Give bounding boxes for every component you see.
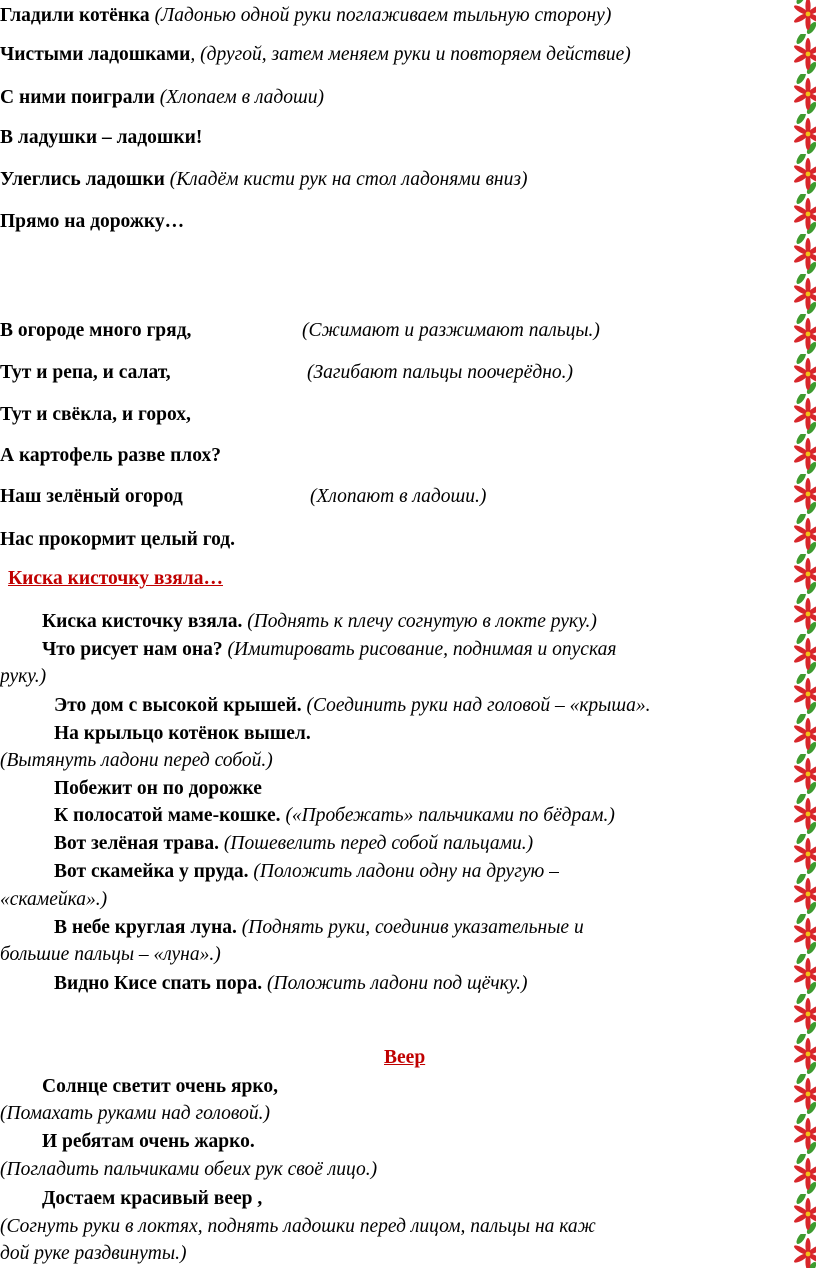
- verse-line: [54, 722, 311, 746]
- poem1-line: [0, 86, 324, 110]
- bold-text: Видно Кисе спать пора.: [54, 973, 263, 994]
- italic-text: дой руке раздвинуты.): [0, 1243, 187, 1264]
- poinsettia-flower-icon: [794, 434, 816, 474]
- italic-text: (Ладонью одной руки поглаживаем тыльную сторону): [149, 5, 612, 26]
- poinsettia-flower-icon: [794, 114, 816, 154]
- poem2-line: [0, 403, 191, 427]
- italic-text: («Пробежать» пальчиками по бёдрам.): [280, 805, 615, 826]
- poem2-line: [0, 485, 183, 509]
- verse-line: [54, 777, 262, 801]
- bold-text: На крыльцо котёнок вышел.: [54, 723, 311, 744]
- poinsettia-flower-icon: [794, 34, 816, 74]
- verse-line: [54, 694, 651, 718]
- poem1-line: [0, 210, 184, 234]
- poem1-line: [0, 126, 202, 150]
- poinsettia-flower-icon: [794, 154, 816, 194]
- italic-text: (Помахать руками над головой.): [0, 1103, 270, 1124]
- poinsettia-flower-icon: [794, 354, 816, 394]
- bold-text: Солнце светит очень ярко,: [42, 1076, 278, 1097]
- bold-text: В огороде много гряд,: [0, 320, 192, 341]
- italic-text: (Положить ладони под щёчку.): [262, 973, 528, 994]
- bold-text: Киска кисточку взяла.: [42, 611, 243, 632]
- poinsettia-flower-icon: [794, 794, 816, 834]
- section-title: Киска кисточку взяла…: [8, 568, 223, 589]
- verse-line: [42, 1187, 262, 1211]
- italic-text: (Хлопаем в ладоши): [154, 87, 325, 108]
- bold-text: К полосатой маме-кошке.: [54, 805, 281, 826]
- poem1-line: [0, 168, 527, 192]
- bold-text: С ними поиграли: [0, 87, 155, 108]
- bold-text: И ребятам очень жарко.: [42, 1131, 255, 1152]
- italic-text: большие пальцы – «луна».): [0, 944, 221, 965]
- poem2-line: [0, 361, 171, 385]
- italic-text: (Поднять руки, соединив указательные и: [236, 917, 584, 938]
- bold-text: Наш зелёный огород: [0, 486, 183, 507]
- verse-line: [0, 943, 221, 967]
- bold-text: В ладушки – ладошки!: [0, 127, 203, 148]
- poem2-line: [0, 444, 221, 468]
- poinsettia-flower-icon: [794, 74, 816, 114]
- poinsettia-flower-icon: [794, 194, 816, 234]
- poinsettia-flower-icon: [794, 274, 816, 314]
- poinsettia-flower-icon: [794, 1154, 816, 1194]
- poem2-line: [0, 319, 191, 343]
- poinsettia-flower-icon: [794, 0, 816, 34]
- verse-line: [0, 1158, 377, 1182]
- poinsettia-flower-icon: [794, 554, 816, 594]
- italic-text: «скамейка».): [0, 889, 108, 910]
- poem2-remark: [302, 319, 600, 343]
- poinsettia-flower-icon: [794, 754, 816, 794]
- poem1-line: [0, 4, 611, 28]
- poinsettia-flower-icon: [794, 514, 816, 554]
- poinsettia-flower-icon: [794, 394, 816, 434]
- poinsettia-flower-icon: [794, 1034, 816, 1074]
- bold-text: Тут и свёкла, и горох,: [0, 404, 191, 425]
- verse-line: [0, 1102, 270, 1126]
- verse-line: [54, 972, 528, 996]
- verse-line: [42, 638, 616, 662]
- bold-text: Это дом с высокой крышей.: [54, 695, 302, 716]
- verse-line: [42, 610, 597, 634]
- verse-line: [42, 1075, 278, 1099]
- bold-text: Вот скамейка у пруда.: [54, 861, 249, 882]
- bold-text: Достаем красивый веер ,: [42, 1188, 263, 1209]
- verse-line: [54, 916, 584, 940]
- poinsettia-flower-icon: [794, 474, 816, 514]
- bold-text: В небе круглая луна.: [54, 917, 237, 938]
- verse-line: [42, 1130, 255, 1154]
- poem2-remark: [307, 361, 573, 385]
- poinsettia-flower-icon: [794, 1074, 816, 1114]
- italic-text: (Кладём кисти рук на стол ладонями вниз): [164, 169, 528, 190]
- bold-text: Чистыми ладошками: [0, 44, 191, 65]
- bold-text: Прямо на дорожку…: [0, 211, 185, 232]
- italic-text: (Вытянуть ладони перед собой.): [0, 750, 273, 771]
- italic-text: (Хлопают в ладоши.): [310, 486, 487, 507]
- poinsettia-flower-icon: [794, 834, 816, 874]
- italic-text: (Пошевелить перед собой пальцами.): [219, 833, 534, 854]
- italic-text: , (другой, затем меняем руки и повторяем действие): [190, 44, 631, 65]
- bold-text: Побежит он по дорожке: [54, 778, 262, 799]
- verse-line: [54, 860, 559, 884]
- verse-line: [0, 888, 107, 912]
- italic-text: (Поднять к плечу согнутую в локте руку.): [242, 611, 597, 632]
- verse-line: [0, 1215, 596, 1239]
- italic-text: руку.): [0, 666, 47, 687]
- verse-line: [0, 665, 46, 689]
- italic-text: (Погладить пальчиками обеих рук своё лицо.): [0, 1159, 378, 1180]
- bold-text: Нас прокормит целый год.: [0, 529, 235, 550]
- poem2-line: [0, 528, 235, 552]
- bold-text: Вот зелёная трава.: [54, 833, 220, 854]
- section-title: Веер: [384, 1047, 426, 1068]
- verse-line: [54, 832, 533, 856]
- bold-text: А картофель разве плох?: [0, 445, 222, 466]
- poinsettia-flower-icon: [794, 874, 816, 914]
- poem1-line: [0, 43, 631, 67]
- poinsettia-flower-icon: [794, 914, 816, 954]
- poinsettia-flower-icon: [794, 1194, 816, 1234]
- italic-text: (Загибают пальцы поочерёдно.): [307, 362, 573, 383]
- italic-text: (Соединить руки над головой – «крыша».: [301, 695, 651, 716]
- poinsettia-flower-icon: [794, 314, 816, 354]
- verse-line: [54, 804, 615, 828]
- poinsettia-flower-icon: [794, 1114, 816, 1154]
- poinsettia-flower-icon: [794, 634, 816, 674]
- poinsettia-flower-icon: [794, 1234, 816, 1268]
- poinsettia-flower-icon: [794, 674, 816, 714]
- poinsettia-flower-icon: [794, 234, 816, 274]
- bold-text: Тут и репа, и салат,: [0, 362, 171, 383]
- bold-text: Улеглись ладошки: [0, 169, 165, 190]
- poinsettia-flower-icon: [794, 594, 816, 634]
- poinsettia-flower-icon: [794, 994, 816, 1034]
- poem2-remark: [310, 485, 486, 509]
- italic-text: (Имитировать рисование, поднимая и опуская: [222, 639, 617, 660]
- italic-text: (Согнуть руки в локтях, поднять ладошки перед лицом, пальцы на каж: [0, 1216, 596, 1237]
- italic-text: (Положить ладони одну на другую –: [248, 861, 559, 882]
- italic-text: (Сжимают и разжимают пальцы.): [302, 320, 600, 341]
- bold-text: Что рисует нам она?: [42, 639, 223, 660]
- bold-text: Гладили котёнка: [0, 5, 150, 26]
- verse-line: [0, 749, 273, 773]
- poinsettia-flower-icon: [794, 714, 816, 754]
- verse-line: [0, 1242, 186, 1266]
- flower-border: [794, 0, 816, 1268]
- poinsettia-flower-icon: [794, 954, 816, 994]
